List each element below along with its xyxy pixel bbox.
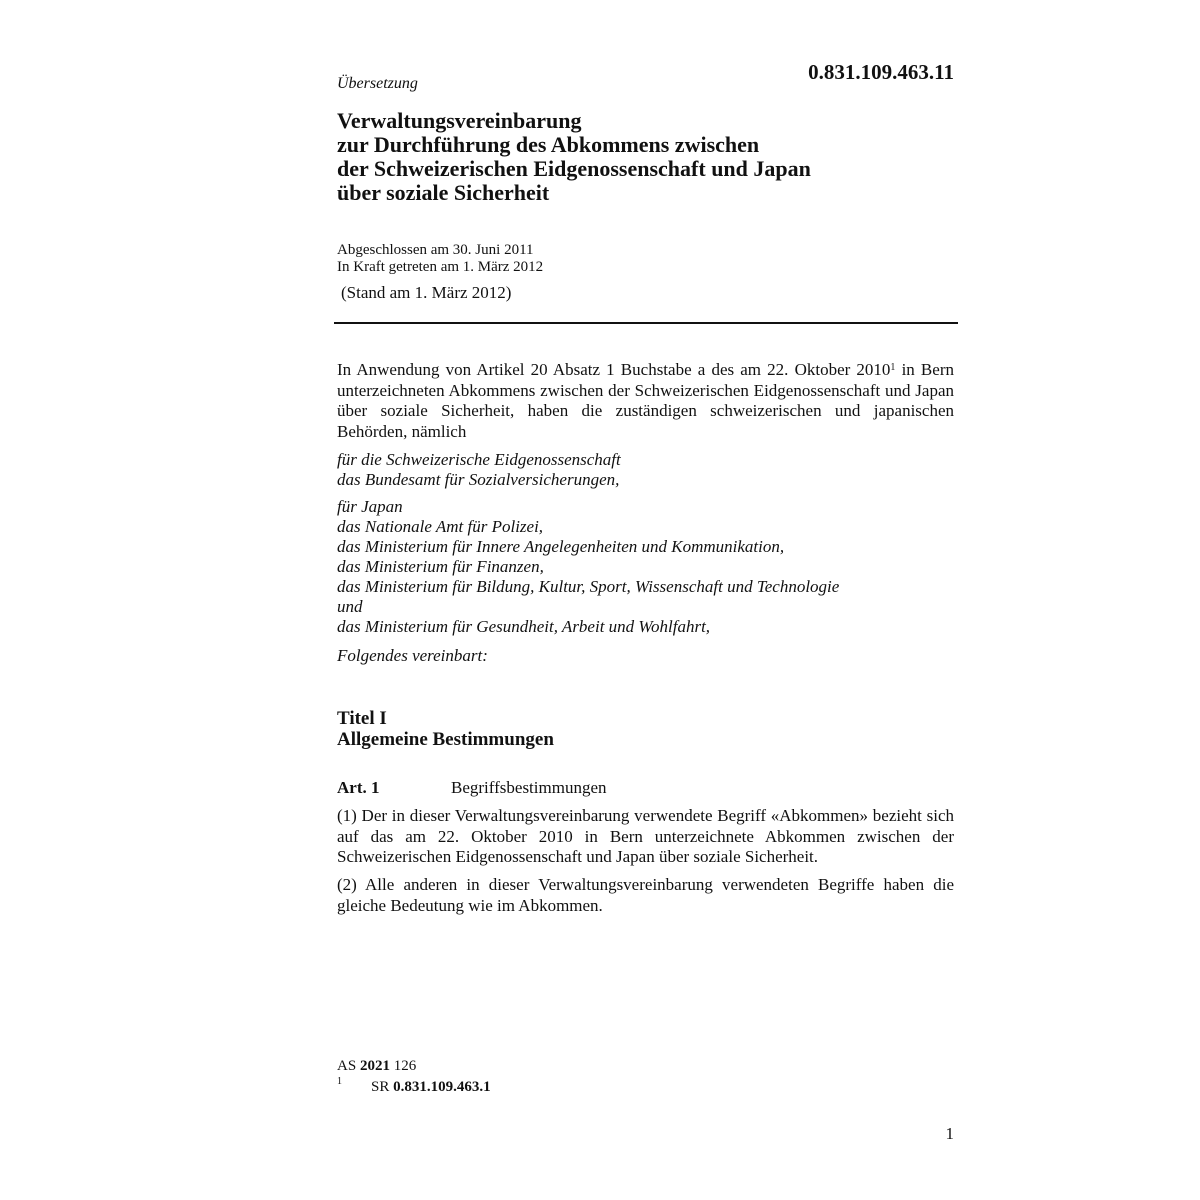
dates-block xyxy=(337,242,543,276)
title-line: zur Durchführung des Abkommens zwischen xyxy=(337,132,760,157)
footnote-text xyxy=(371,1079,491,1096)
as-year: 2021 xyxy=(359,1058,390,1074)
in-force-date: In Kraft getreten am 1. März 2012 xyxy=(337,259,544,275)
authority-line: für die Schweizerische Eidgenossenschaft xyxy=(337,450,621,469)
document-title xyxy=(337,109,957,205)
concluded-date: Abgeschlossen am 30. Juni 2011 xyxy=(337,242,534,258)
footnote-sr-number: 0.831.109.463.1 xyxy=(393,1079,491,1095)
article-title: Begriffsbestimmungen xyxy=(451,778,607,797)
section-heading xyxy=(337,708,554,750)
title-line: der Schweizerischen Eidgenossenschaft und Japan xyxy=(337,156,811,181)
status-date: (Stand am 1. März 2012) xyxy=(341,283,512,302)
as-number: 126 xyxy=(393,1058,417,1074)
preamble-text: In Anwendung von Artikel 20 Absatz 1 Buchstabe a des am 22. Oktober 2010 xyxy=(337,360,891,379)
section-title: Allgemeine Bestimmungen xyxy=(337,729,554,750)
sr-number: 0.831.109.463.11 xyxy=(808,60,954,84)
footnote-reference[interactable]: 1 xyxy=(890,362,896,373)
authority-line: das Ministerium für Gesundheit, Arbeit und Wohlfahrt, xyxy=(337,617,711,636)
preamble-text-continued: in Bern unterzeichneten Abkommens zwischen der Schweizerischen Eidgenossenschaft und Japan über soziale Sicherheit, haben die zuständigen schweizerischen und japanischen Behörden, nämlich xyxy=(337,360,954,441)
agreed-line: Folgendes vereinbart: xyxy=(337,646,488,665)
as-reference xyxy=(337,1058,416,1075)
as-prefix: AS xyxy=(337,1058,357,1074)
japanese-authorities xyxy=(337,497,839,637)
preamble-paragraph xyxy=(337,360,954,442)
article-number: Art. 1 xyxy=(337,778,380,797)
authority-line: für Japan xyxy=(337,497,403,516)
title-line: über soziale Sicherheit xyxy=(337,180,550,205)
authority-line: das Ministerium für Finanzen, xyxy=(337,557,544,576)
section-number: Titel I xyxy=(337,708,387,729)
footnote-marker: 1 xyxy=(337,1076,342,1087)
header-divider xyxy=(334,322,958,324)
swiss-authorities xyxy=(337,450,621,490)
authority-line: das Ministerium für Innere Angelegenheiten und Kommunikation, xyxy=(337,537,785,556)
footnote-sr-prefix: SR xyxy=(371,1079,390,1095)
authority-line: und xyxy=(337,597,363,616)
authority-line: das Nationale Amt für Polizei, xyxy=(337,517,544,536)
page-number: 1 xyxy=(945,1124,954,1143)
authority-line: das Ministerium für Bildung, Kultur, Sport, Wissenschaft und Technologie xyxy=(337,577,840,596)
title-line: Verwaltungsvereinbarung xyxy=(337,108,582,133)
authority-line: das Bundesamt für Sozialversicherungen, xyxy=(337,470,620,489)
translation-label: Übersetzung xyxy=(337,75,418,92)
article-paragraph-2: (2) Alle anderen in dieser Verwaltungsvereinbarung verwendeten Begriffe haben die gleiche Bedeutung wie im Abkommen. xyxy=(337,875,954,915)
article-paragraph-1: (1) Der in dieser Verwaltungsvereinbarung verwendete Begriff «Abkommen» bezieht sich auf das am 22. Oktober 2010 in Bern unterzeichnete Abkommen zwischen der Schweizerischen Eidgenossenschaft und Japan über soziale Sicherheit. xyxy=(337,806,954,866)
